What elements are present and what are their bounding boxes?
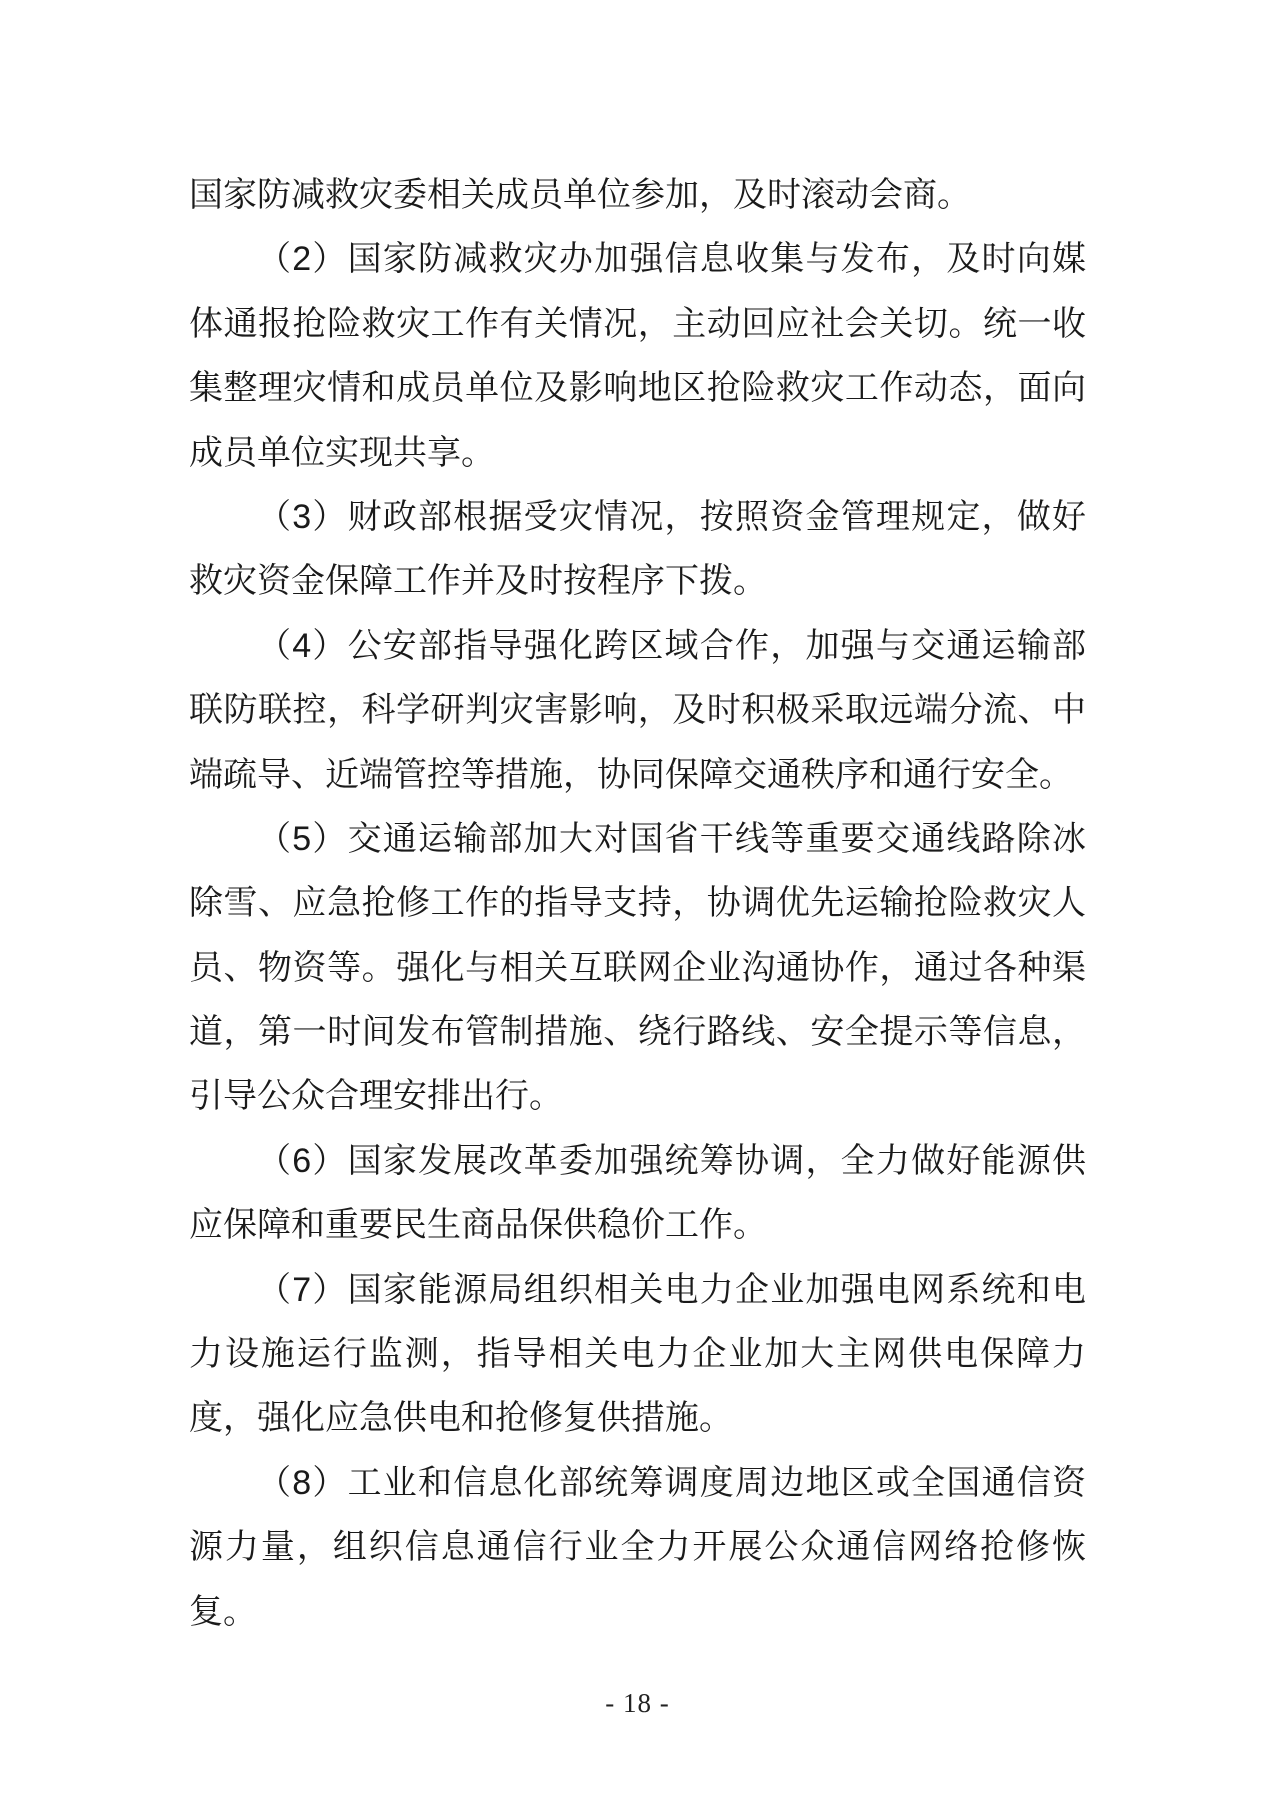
text-line: （8）工业和信息化部统筹调度周边地区或全国通信资 bbox=[257, 1463, 1086, 1502]
text-line: 员、物资等。强化与相关互联网企业沟通协作，通过各种渠 bbox=[189, 948, 1086, 987]
text-line: （5）交通运输部加大对国省干线等重要交通线路除冰 bbox=[257, 819, 1086, 858]
text-line: 道，第一时间发布管制措施、绕行路线、安全提示等信息， bbox=[189, 1013, 1086, 1052]
text-line: 端疏导、近端管控等措施，协同保障交通秩序和通行安全。 bbox=[189, 755, 1073, 794]
text-line: （7）国家能源局组织相关电力企业加强电网系统和电 bbox=[257, 1270, 1086, 1309]
text-line: 力设施运行监测，指导相关电力企业加大主网供电保障力 bbox=[189, 1335, 1086, 1374]
text-line: 体通报抢险救灾工作有关情况，主动回应社会关切。统一收 bbox=[189, 304, 1086, 343]
text-line: （6）国家发展改革委加强统筹协调，全力做好能源供 bbox=[257, 1141, 1086, 1180]
page-number: - 18 - bbox=[605, 1688, 670, 1718]
text-line: 联防联控，科学研判灾害影响，及时积极采取远端分流、中 bbox=[189, 691, 1086, 730]
text-line: （2）国家防减救灾办加强信息收集与发布，及时向媒 bbox=[257, 240, 1086, 279]
text-line: （4）公安部指导强化跨区域合作，加强与交通运输部 bbox=[257, 626, 1086, 665]
text-line: 引导公众合理安排出行。 bbox=[189, 1077, 563, 1116]
page-footer bbox=[189, 1688, 1086, 1719]
text-line: 集整理灾情和成员单位及影响地区抢险救灾工作动态，面向 bbox=[189, 369, 1086, 408]
text-line: 源力量，组织信息通信行业全力开展公众通信网络抢修恢 bbox=[189, 1528, 1086, 1567]
text-line: 除雪、应急抢修工作的指导支持，协调优先运输抢险救灾人 bbox=[189, 884, 1086, 923]
text-line: 国家防减救灾委相关成员单位参加，及时滚动会商。 bbox=[189, 176, 971, 214]
text-line: 复。 bbox=[189, 1592, 257, 1631]
text-line: 应保障和重要民生商品保供稳价工作。 bbox=[189, 1206, 767, 1245]
text-line: 救灾资金保障工作并及时按程序下拨。 bbox=[189, 562, 767, 601]
text-line: 度，强化应急供电和抢修复供措施。 bbox=[189, 1399, 733, 1438]
text-line: （3）财政部根据受灾情况，按照资金管理规定，做好 bbox=[257, 497, 1086, 536]
body-text bbox=[189, 163, 1086, 1644]
text-line: 成员单位实现共享。 bbox=[189, 433, 495, 472]
